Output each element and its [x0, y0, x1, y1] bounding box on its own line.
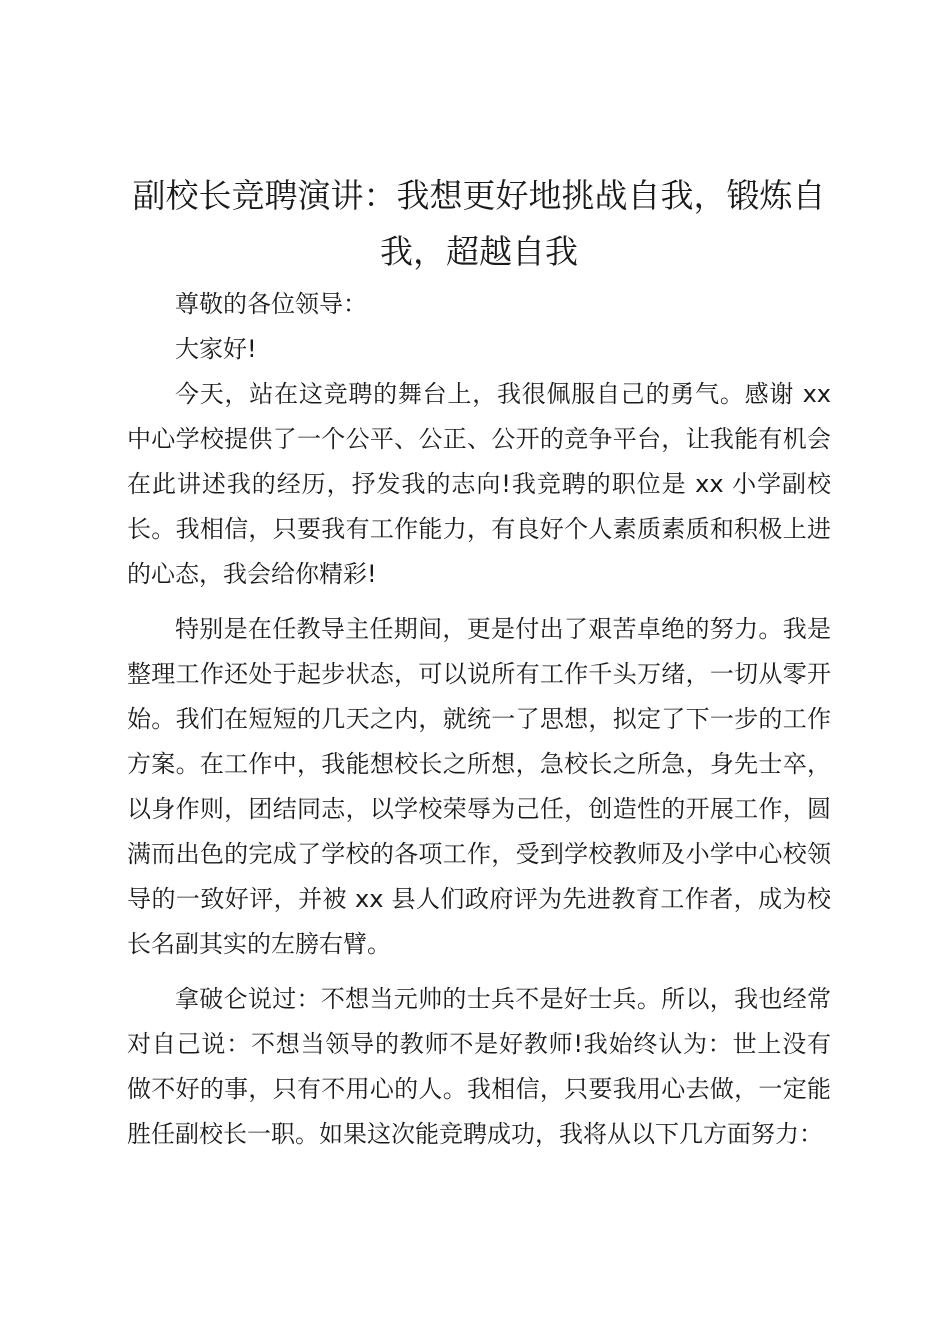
salutation: 尊敬的各位领导：: [175, 290, 367, 318]
body-paragraph-3: 拿破仑说过：不想当元帅的士兵不是好士兵。所以，我也经常对自己说：不想当领导的教师不是好教师!我始终认为：世上没有做不好的事，只有不用心的人。我相信，只要我用心去做，一定能胜任副校长一职。如果这次能竞聘成功，我将从以下几方面努力：: [127, 985, 831, 1148]
document-page: [127, 168, 831, 1157]
greeting: 大家好!: [175, 335, 257, 363]
body-paragraph-2: 特别是在任教导主任期间，更是付出了艰苦卓绝的努力。我是整理工作还处于起步状态，可以说所有工作千头万绪，一切从零开始。我们在短短的几天之内，就统一了思想，拟定了下一步的工作方案。在工作中，我能想校长之所想，急校长之所急，身先士卒，以身作则，团结同志，以学校荣辱为己任，创造性的开展工作，圆满而出色的完成了学校的各项工作，受到学校教师及小学中心校领导的一致好评，并被 xx 县人们政府评为先进教育工作者，成为校长名副其实的左膀右臂。: [127, 615, 831, 958]
document-title: 副校长竞聘演讲：我想更好地挑战自我，锻炼自我，超越自我: [132, 176, 826, 271]
body-paragraph-1: 今天，站在这竞聘的舞台上，我很佩服自己的勇气。感谢 xx 中心学校提供了一个公平、公正、公开的竞争平台，让我能有机会在此讲述我的经历，抒发我的志向!我竞聘的职位是 xx 小学副校长。我相信，只要我有工作能力，有良好个人素质素质和积极上进的心态，我会给你精彩!: [127, 380, 831, 588]
